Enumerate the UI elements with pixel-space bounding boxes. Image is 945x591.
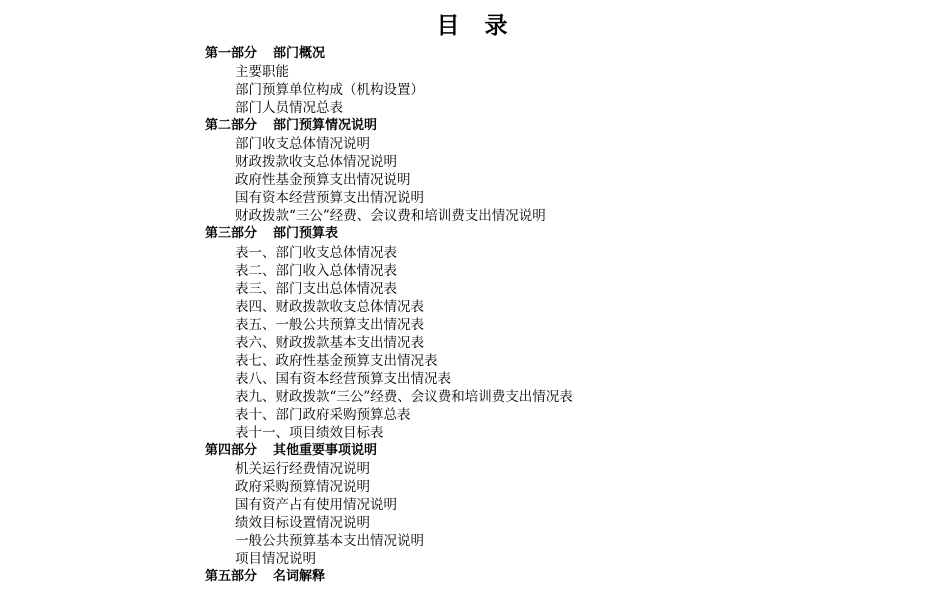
document-title: 目 录	[436, 12, 509, 39]
toc-item[interactable]: 政府性基金预算支出情况说明	[235, 172, 411, 189]
toc-item[interactable]: 表九、财政拨款“三公”经费、会议费和培训费支出情况表	[235, 388, 573, 405]
toc-item[interactable]: 表十一、项目绩效目标表	[235, 424, 384, 441]
toc-item[interactable]: 政府采购预算情况说明	[235, 479, 370, 496]
section-number: 第二部分	[205, 118, 258, 134]
toc-item[interactable]: 表七、政府性基金预算支出情况表	[235, 352, 438, 369]
toc-section-5[interactable]	[205, 568, 805, 586]
toc-item[interactable]: 表一、部门收支总体情况表	[235, 244, 397, 261]
toc-section-4[interactable]	[205, 442, 805, 460]
section-number: 第一部分	[205, 46, 258, 61]
toc-item[interactable]: 财政拨款“三公”经费、会议费和培训费支出情况说明	[235, 208, 546, 225]
toc-item[interactable]: 一般公共预算基本支出情况说明	[235, 533, 424, 550]
toc-item[interactable]: 部门人员情况总表	[235, 100, 343, 117]
toc-item[interactable]: 表十、部门政府采购预算总表	[235, 406, 411, 423]
toc-item[interactable]: 部门预算单位构成（机构设置）	[235, 82, 424, 99]
toc-item[interactable]: 表六、财政拨款基本支出情况表	[235, 334, 424, 351]
section-heading: 部门预算表	[273, 226, 339, 242]
toc-item[interactable]: 部门收支总体情况说明	[235, 136, 370, 153]
toc-section-2[interactable]	[205, 117, 805, 135]
section-heading: 其他重要事项说明	[273, 443, 378, 459]
toc-item[interactable]: 表三、部门支出总体情况表	[235, 280, 397, 297]
toc-item[interactable]: 国有资本经营预算支出情况说明	[235, 190, 424, 207]
toc-item[interactable]: 项目情况说明	[235, 551, 316, 568]
table-of-contents	[205, 45, 805, 586]
toc-item[interactable]: 绩效目标设置情况说明	[235, 515, 370, 532]
section-heading: 部门概况	[273, 46, 326, 61]
toc-item[interactable]: 表二、部门收入总体情况表	[235, 262, 397, 279]
section-heading: 名词解释	[273, 569, 326, 585]
toc-item[interactable]: 机关运行经费情况说明	[235, 461, 370, 478]
toc-item[interactable]: 表五、一般公共预算支出情况表	[235, 316, 424, 333]
section-heading: 部门预算情况说明	[273, 118, 378, 134]
toc-section-3[interactable]	[205, 225, 805, 243]
toc-item[interactable]: 表八、国有资本经营预算支出情况表	[235, 370, 451, 387]
toc-item[interactable]: 财政拨款收支总体情况说明	[235, 154, 397, 171]
section-number: 第三部分	[205, 226, 258, 242]
section-number: 第四部分	[205, 443, 258, 459]
toc-item[interactable]: 主要职能	[235, 64, 289, 81]
toc-section-1[interactable]	[205, 45, 805, 63]
toc-item[interactable]: 国有资产占有使用情况说明	[235, 497, 397, 514]
toc-item[interactable]: 表四、财政拨款收支总体情况表	[235, 298, 424, 315]
section-number: 第五部分	[205, 569, 258, 585]
